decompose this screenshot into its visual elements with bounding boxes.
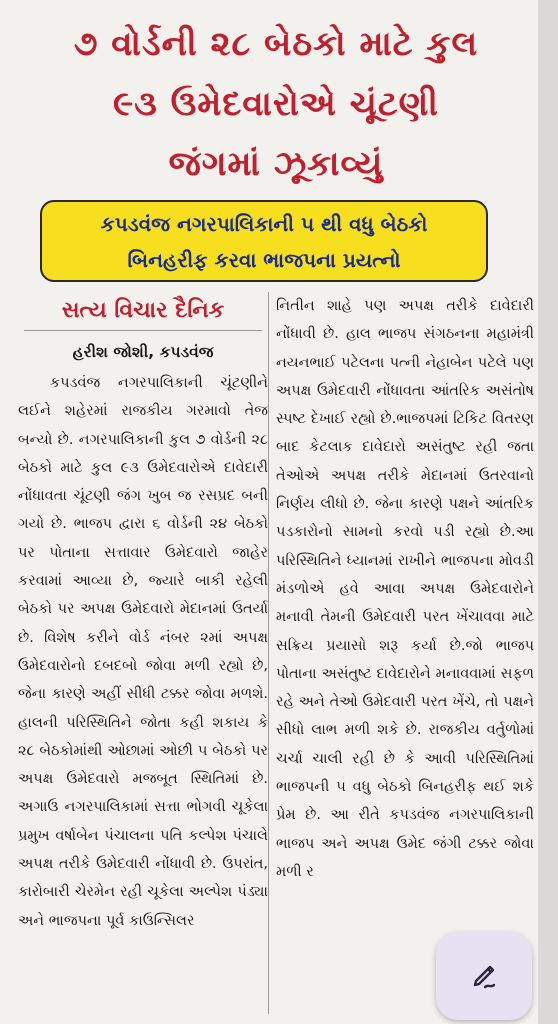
edit-fab-button[interactable] xyxy=(436,932,532,1020)
subheadline-line-2: બિનહરીફ કરવા ભાજપના પ્રયત્નો xyxy=(127,248,401,272)
article-column-left xyxy=(18,292,268,935)
subheadline-line-1: કપડવંજ નગરપાલિકાની ૫ થી વધુ બેઠકો xyxy=(100,212,428,236)
newspaper-brand: સત્ય વિચાર દૈનિક xyxy=(24,292,262,331)
headline xyxy=(14,14,538,194)
page-edge xyxy=(538,0,558,1024)
headline-line-1: ૭ વોર્ડની ૨૮ બેઠકો માટે કુલ xyxy=(73,24,479,64)
article-text-left: કપડવંજ નગરપાલિકાની ચૂંટણીને લઈને શહેરમાં રાજકીય ગરમાવો તેજ બન્યો છે. નગરપાલિકાની કુલ ૭ વોર્ડની ૨૮ બેઠકો માટે કુલ ૯૩ ઉમેદવારોએ દાવેદારી નોંધાવતા ચૂંટણી જંગ ખુબ જ રસપ્રદ બની ગયો છે. ભાજપ દ્વારા ૬ વોર્ડની ૨૪ બેઠકો પર પોતાના સત્તાવાર ઉમેદવારો જાહેર કરવામાં આવ્યા છે, જ્યારે બાકી રહેલી બેઠકો પર અપક્ષ ઉમેદવારો મેદાનમાં ઉતર્યા છે. વિશેષ કરીને વોર્ડ નંબર ૨માં અપક્ષ ઉમેદવારોનો દબદબો જોવા મળી રહ્યો છે, જેના કારણે અહીં સીધી ટક્કર જોવા મળશે. હાલની પરિસ્થિતિને જોતા કહી શકાય કે ૨૮ બેઠકોમાંથી ઓછામાં ઓછી ૫ બેઠકો પર અપક્ષ ઉમેદવારો મજબૂત સ્થિતિમાં છે. અગાઉ નગરપાલિકામાં સત્તા ભોગવી ચૂકેલા પ્રમુખ વર્ષાબેન પંચાલના પતિ કલ્પેશ પંચાલે અપક્ષ તરીકે ઉમેદવારી નોંધાવી છે. ઉપરાંત, કારોબારી ચેરમેન રહી ચૂકેલા અલ્પેશ પંડ્યા અને ભાજપના પૂર્વ કાઉન્સિલર xyxy=(18,375,268,929)
headline-line-2: ૯૩ ઉમેદવારોએ ચૂંટણી xyxy=(113,84,439,124)
article-body-left xyxy=(18,369,268,935)
article-body-right xyxy=(276,292,534,886)
article-text-right: નિતીન શાહે પણ અપક્ષ તરીકે દાવેદારી નોંધાવી છે. હાલ ભાજપ સંગઠનના મહામંત્રી નયનભાઈ પટેલના પત્ની નેહાબેન પટેલે પણ અપક્ષ ઉમેદવારી નોંધાવતા આંતરિક અસંતોષ સ્પષ્ટ દેખાઈ રહ્યો છે.ભાજપમાં ટિકિટ વિતરણ બાદ કેટલાક દાવેદારો અસંતુષ્ટ રહી જતા તેઓએ અપક્ષ તરીકે મેદાનમાં ઉતરવાનો નિર્ણય લીધો છે. જેના કારણે પક્ષને આંતરિક પડકારોનો સામનો કરવો પડી રહ્યો છે.આ પરિસ્થિતિને ધ્યાનમાં રાખીને ભાજપના મોવડી મંડળોએ હવે આવા અપક્ષ ઉમેદવારોને મનાવી તેમની ઉમેદવારી પરત ખેંચાવવા માટે સક્રિય પ્રયાસો શરૂ કર્યા છે.જો ભાજપ પોતાના અસંતુષ્ટ દાવેદારોને મનાવવામાં સફળ રહે અને તેઓ ઉમેદવારી પરત ખેંચે, તો પક્ષને સીધો લાભ મળી શકે છે. રાજકીય વર્તુળોમાં ચર્ચા ચાલી રહી છે કે આવી પરિસ્થિતિમાં ભાજપની ૫ વધુ બેઠકો બિનહરીફ થઈ શકે પ્રેમ છે. આ રીતે કપડવંજ નગરપાલિકાની ભાજપ અને અપક્ષ ઉમેદ જંગી ટક્કર જોવા મળી ર xyxy=(276,298,534,880)
subheadline-box xyxy=(40,200,488,282)
article-column-right xyxy=(276,292,534,886)
byline: હરીશ જોશી, કપડવંજ xyxy=(72,343,214,361)
column-divider xyxy=(268,292,269,1014)
headline-line-3: જંગમાં ઝૂકાવ્યું xyxy=(168,144,384,184)
edit-pen-icon xyxy=(466,958,502,994)
